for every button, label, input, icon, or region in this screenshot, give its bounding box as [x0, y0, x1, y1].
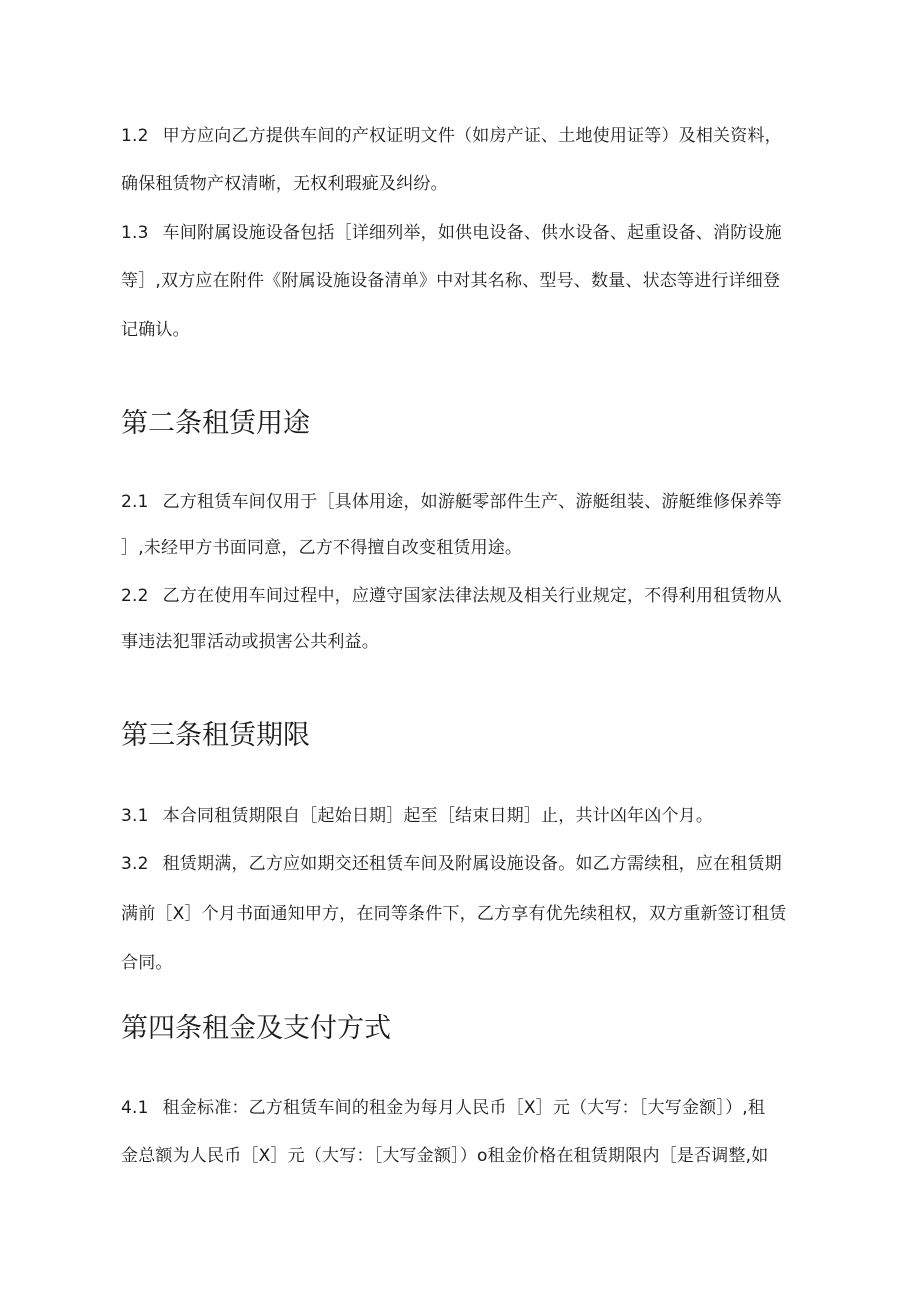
clause-number: 2.2: [121, 586, 149, 606]
paragraph-2-2-line-2: 事违法犯罪活动或损害公共利益。: [121, 632, 379, 652]
paragraph-3-1-line-1: [121, 805, 713, 827]
clause-number: 2.1: [121, 492, 149, 512]
paragraph-4-1-line-2: 金总额为人民币［X］元（大写：［大写金额］）o租金价格在租赁期限内［是否调整,如: [121, 1146, 769, 1166]
paragraph-2-1-line-2: ］,未经甲方书面同意，乙方不得擅自改变租赁用途。: [121, 538, 523, 558]
paragraph-3-2-line-3: 合同。: [121, 953, 173, 973]
paragraph-2-2-line-1: [121, 585, 782, 607]
clause-number: 1.2: [121, 126, 149, 146]
paragraph-3-2-line-1: [121, 853, 782, 875]
clause-text: 租赁期满，乙方应如期交还租赁车间及附属设施设备。如乙方需续租，应在租赁期: [162, 854, 782, 874]
clause-text: 本合同租赁期限自［起始日期］起至［结束日期］止，共计凶年凶个月。: [162, 806, 714, 826]
paragraph-1-3-line-2: 等］,双方应在附件《附属设施设备清单》中对其名称、型号、数量、状态等进行详细登: [121, 271, 781, 291]
clause-number: 3.2: [121, 854, 149, 874]
clause-number: 3.1: [121, 806, 149, 826]
paragraph-1-2-line-2: 确保租赁物产权清晰，无权利瑕疵及纠纷。: [121, 174, 448, 194]
clause-text: 乙方在使用车间过程中，应遵守国家法律法规及相关行业规定，不得利用租赁物从: [162, 586, 782, 606]
clause-number: 1.3: [121, 223, 149, 243]
paragraph-2-1-line-1: [121, 491, 782, 513]
section-heading-4: 第四条租金及支付方式: [121, 1013, 391, 1044]
section-heading-2: 第二条租赁用途: [121, 408, 310, 439]
paragraph-1-2-line-1: [121, 125, 782, 147]
clause-number: 4.1: [121, 1098, 149, 1118]
clause-text: 乙方租赁车间仅用于［具体用途，如游艇零部件生产、游艇组装、游艇维修保养等: [162, 492, 782, 512]
clause-text: 甲方应向乙方提供车间的产权证明文件（如房产证、土地使用证等）及相关资料，: [162, 126, 782, 146]
paragraph-1-3-line-1: [121, 222, 782, 244]
section-heading-3: 第三条租赁期限: [121, 720, 310, 751]
paragraph-4-1-line-1: [121, 1097, 765, 1119]
clause-text: 车间附属设施设备包括［详细列举，如供电设备、供水设备、起重设备、消防设施: [162, 223, 782, 243]
clause-text: 租金标准：乙方租赁车间的租金为每月人民币［X］元（大写：［大写金额］）,租: [162, 1098, 766, 1118]
paragraph-3-2-line-2: 满前［X］个月书面通知甲方，在同等条件下，乙方享有优先续租权，双方重新签订租赁: [121, 904, 787, 924]
paragraph-1-3-line-3: 记确认。: [121, 320, 190, 340]
